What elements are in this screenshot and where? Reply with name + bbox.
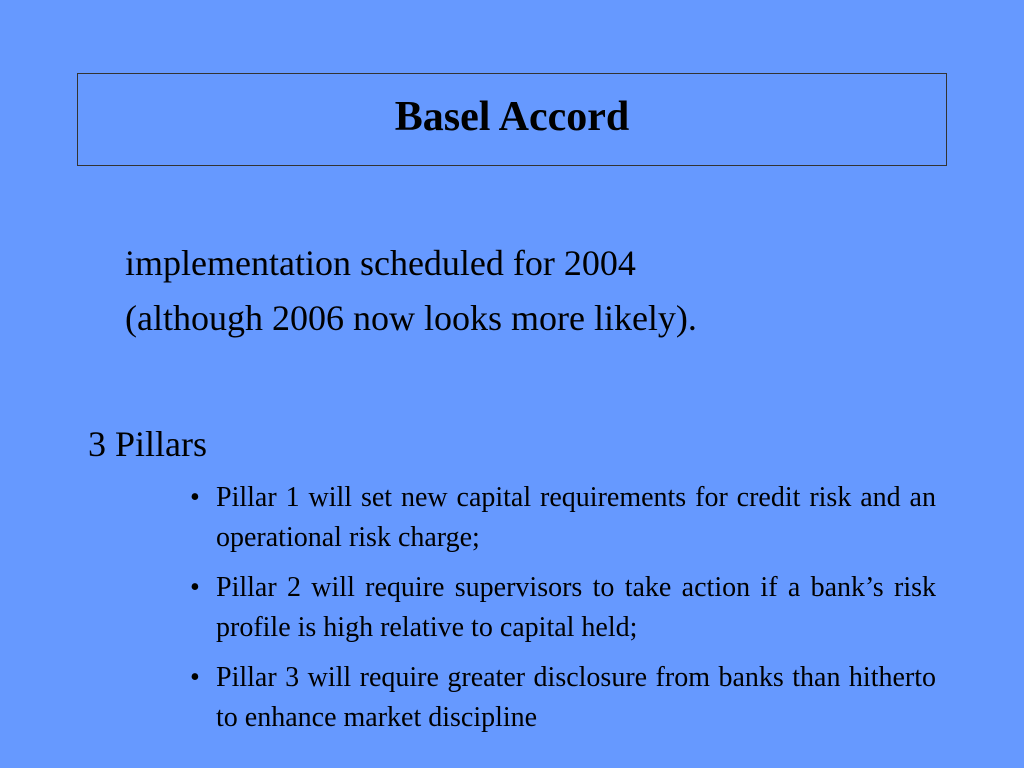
pillar-list bbox=[190, 478, 936, 748]
pillars-heading: 3 Pillars bbox=[88, 424, 208, 464]
pillar-text: Pillar 2 will require supervisors to take action if a bank’s risk profile is high relative to capital held; bbox=[216, 572, 936, 643]
bullet-icon: • bbox=[190, 662, 200, 693]
title-box bbox=[77, 73, 947, 166]
bullet-icon: • bbox=[190, 572, 200, 603]
intro-line: implementation scheduled for 2004 bbox=[125, 243, 636, 283]
bullet-icon: • bbox=[190, 482, 200, 513]
pillar-text: Pillar 3 will require greater disclosure from banks than hitherto to enhance market discipline bbox=[216, 662, 936, 733]
intro-text bbox=[125, 236, 945, 346]
slide-title: Basel Accord bbox=[394, 93, 630, 140]
intro-line: (although 2006 now looks more likely). bbox=[125, 298, 697, 338]
pillar-item bbox=[190, 478, 936, 558]
pillar-text: Pillar 1 will set new capital requirements for credit risk and an operational risk charge; bbox=[216, 482, 936, 553]
pillar-item bbox=[190, 658, 936, 738]
pillar-item bbox=[190, 568, 936, 648]
